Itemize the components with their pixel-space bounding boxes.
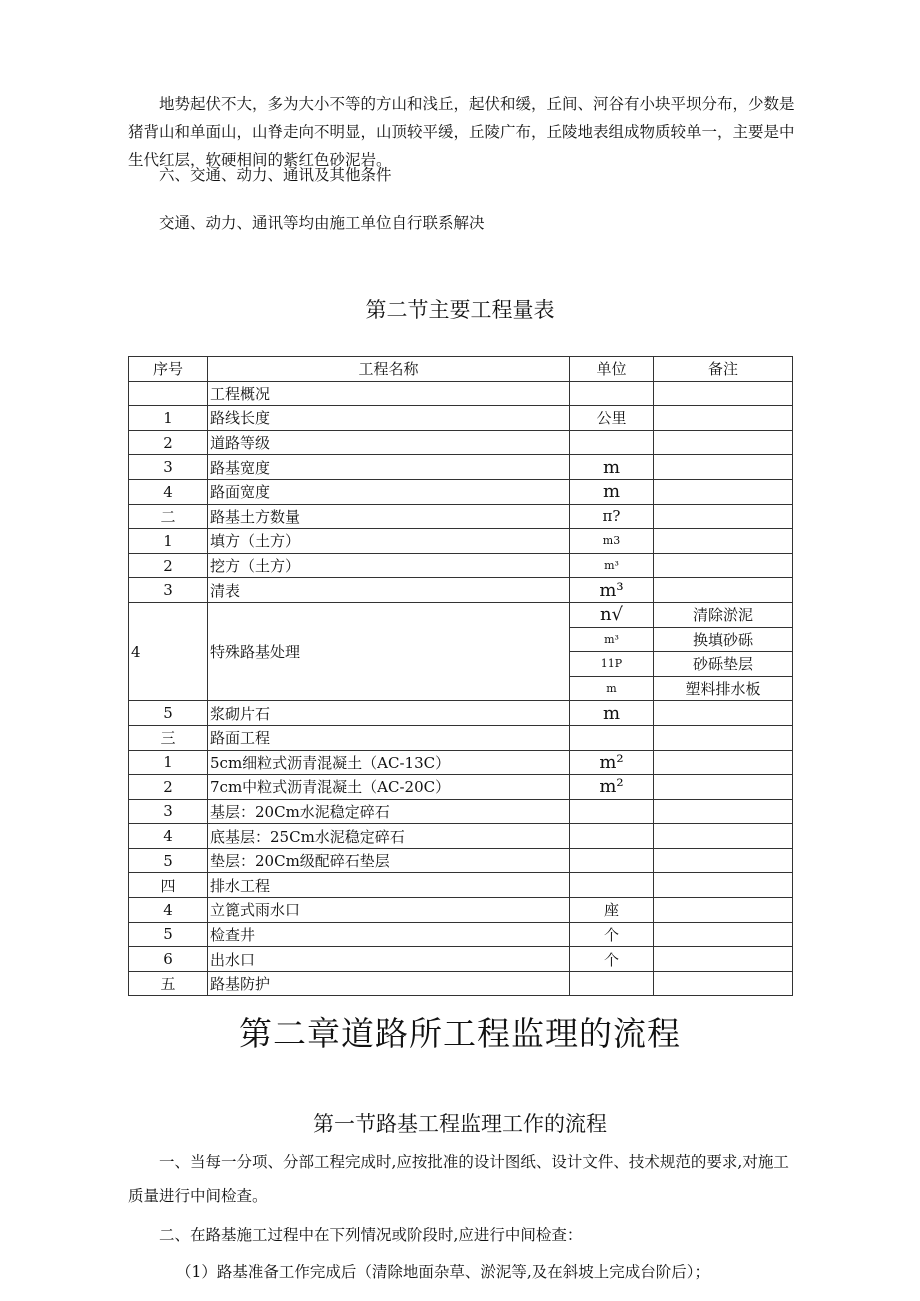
cell-name: 工程概况 [208, 381, 570, 406]
table-row [129, 799, 793, 824]
cell-name-special: 特殊路基处理 [208, 602, 570, 700]
cell-note [654, 479, 793, 504]
cell-name: 填方（土方） [208, 529, 570, 554]
cell-no: 4 [129, 898, 208, 923]
table-row [129, 455, 793, 480]
cell-no: 3 [129, 578, 208, 603]
cell-unit: m² [570, 775, 654, 800]
cell-note [654, 430, 793, 455]
table-row [129, 922, 793, 947]
cell-unit [570, 799, 654, 824]
header-name: 工程名称 [208, 357, 570, 382]
cell-note [654, 381, 793, 406]
cell-unit [570, 824, 654, 849]
cell-unit: m³ [570, 553, 654, 578]
cell-name: 垫层：20Cm级配碎石垫层 [208, 848, 570, 873]
chapter-title: 第二章道路所工程监理的流程 [239, 1014, 681, 1053]
table-row [129, 750, 793, 775]
cell-unit [570, 971, 654, 996]
cell-name: 基层：20Cm水泥稳定碎石 [208, 799, 570, 824]
cell-name: 立篦式雨水口 [208, 898, 570, 923]
section6-text: 交通、动力、通讯等均由施工单位自行联系解决 [159, 214, 485, 232]
cell-unit: m [570, 676, 654, 701]
cell-note [654, 725, 793, 750]
cell-no: 四 [129, 873, 208, 898]
table-row [129, 701, 793, 726]
cell-note: 换填砂砾 [654, 627, 793, 652]
cell-name: 路基宽度 [208, 455, 570, 480]
cell-unit: m [570, 479, 654, 504]
cell-name: 路基防护 [208, 971, 570, 996]
cell-no: 五 [129, 971, 208, 996]
cell-no: 5 [129, 701, 208, 726]
cell-name: 底基层：25Cm水泥稳定碎石 [208, 824, 570, 849]
cell-note [654, 775, 793, 800]
cell-note [654, 971, 793, 996]
cell-note [654, 922, 793, 947]
table-row [129, 504, 793, 529]
table-row [129, 725, 793, 750]
cell-name: 5cm细粒式沥青混凝土（AC-13C） [208, 750, 570, 775]
table-row [129, 848, 793, 873]
cell-note [654, 750, 793, 775]
cell-no: 1 [129, 750, 208, 775]
cell-name: 路面工程 [208, 725, 570, 750]
cell-note: 塑料排水板 [654, 676, 793, 701]
cell-no: 4 [129, 824, 208, 849]
cell-unit [570, 381, 654, 406]
cell-note [654, 553, 793, 578]
cell-no: 二 [129, 504, 208, 529]
cell-name: 路基土方数量 [208, 504, 570, 529]
table-row [129, 898, 793, 923]
cell-no: 1 [129, 529, 208, 554]
cell-unit: m³ [570, 627, 654, 652]
cell-unit: m3 [570, 529, 654, 554]
cell-note [654, 947, 793, 972]
section-title: 第一节路基工程监理工作的流程 [313, 1112, 607, 1136]
cell-no: 4 [129, 479, 208, 504]
cell-note [654, 824, 793, 849]
cell-note [654, 529, 793, 554]
cell-name: 清表 [208, 578, 570, 603]
header-no: 序号 [129, 357, 208, 382]
table-row-special [129, 602, 793, 627]
header-note: 备注 [654, 357, 793, 382]
table-row [129, 873, 793, 898]
paragraph-1: 一、当每一分项、分部工程完成时,应按批准的设计图纸、设计文件、技术规范的要求,对施工质量进行中间检查。 [128, 1153, 789, 1205]
cell-name: 检查井 [208, 922, 570, 947]
table-row [129, 529, 793, 554]
cell-note: 砂砾垫层 [654, 652, 793, 677]
cell-unit: 公里 [570, 406, 654, 431]
cell-no: 5 [129, 922, 208, 947]
table-row [129, 775, 793, 800]
cell-unit: m³ [570, 578, 654, 603]
cell-note [654, 455, 793, 480]
cell-no: 5 [129, 848, 208, 873]
table-row [129, 553, 793, 578]
cell-note [654, 799, 793, 824]
cell-note [654, 504, 793, 529]
cell-no: 1 [129, 406, 208, 431]
cell-name: 排水工程 [208, 873, 570, 898]
cell-unit [570, 430, 654, 455]
cell-no [129, 381, 208, 406]
cell-name: 路面宽度 [208, 479, 570, 504]
cell-no: 三 [129, 725, 208, 750]
cell-unit: 个 [570, 947, 654, 972]
table-header-row [129, 357, 793, 382]
table-row [129, 971, 793, 996]
table-row [129, 406, 793, 431]
terrain-paragraph: 地势起伏不大，多为大小不等的方山和浅丘，起伏和缓，丘间、河谷有小块平坝分布，少数是猪背山和单面山，山脊走向不明显，山顶较平缓，丘陵广布，丘陵地表组成物质较单一，主要是中生代红层，软硬相间的紫红色砂泥岩。 [128, 95, 795, 169]
table-row [129, 479, 793, 504]
header-unit: 单位 [570, 357, 654, 382]
paragraph-3: （1）路基准备工作完成后（清除地面杂草、淤泥等,及在斜坡上完成台阶后）； [176, 1263, 711, 1281]
cell-note [654, 406, 793, 431]
cell-unit: π? [570, 504, 654, 529]
cell-no: 2 [129, 553, 208, 578]
cell-name: 出水口 [208, 947, 570, 972]
table-row [129, 824, 793, 849]
table-row [129, 381, 793, 406]
paragraph-2: 二、在路基施工过程中在下列情况或阶段时,应进行中间检查： [159, 1226, 583, 1244]
cell-note: 清除淤泥 [654, 602, 793, 627]
cell-unit: 11P [570, 652, 654, 677]
section6-heading: 六、交通、动力、通讯及其他条件 [159, 166, 392, 184]
table-row [129, 947, 793, 972]
cell-unit: 座 [570, 898, 654, 923]
cell-unit: m [570, 701, 654, 726]
cell-name: 路线长度 [208, 406, 570, 431]
cell-no: 6 [129, 947, 208, 972]
cell-note [654, 848, 793, 873]
cell-unit [570, 873, 654, 898]
table-row [129, 578, 793, 603]
cell-name: 道路等级 [208, 430, 570, 455]
cell-note [654, 701, 793, 726]
cell-unit [570, 725, 654, 750]
cell-note [654, 898, 793, 923]
cell-unit: m² [570, 750, 654, 775]
cell-note [654, 873, 793, 898]
cell-unit: 个 [570, 922, 654, 947]
cell-no: 2 [129, 775, 208, 800]
table-title: 第二节主要工程量表 [365, 298, 555, 322]
cell-no-special: 4 [129, 602, 208, 700]
cell-name: 挖方（土方） [208, 553, 570, 578]
cell-name: 7cm中粒式沥青混凝土（AC-20C） [208, 775, 570, 800]
cell-note [654, 578, 793, 603]
cell-no: 2 [129, 430, 208, 455]
table-row [129, 430, 793, 455]
cell-unit [570, 848, 654, 873]
cell-unit: m [570, 455, 654, 480]
quantity-table [128, 356, 793, 996]
cell-no: 3 [129, 455, 208, 480]
cell-unit: n√ [570, 602, 654, 627]
cell-name: 浆砌片石 [208, 701, 570, 726]
cell-no: 3 [129, 799, 208, 824]
